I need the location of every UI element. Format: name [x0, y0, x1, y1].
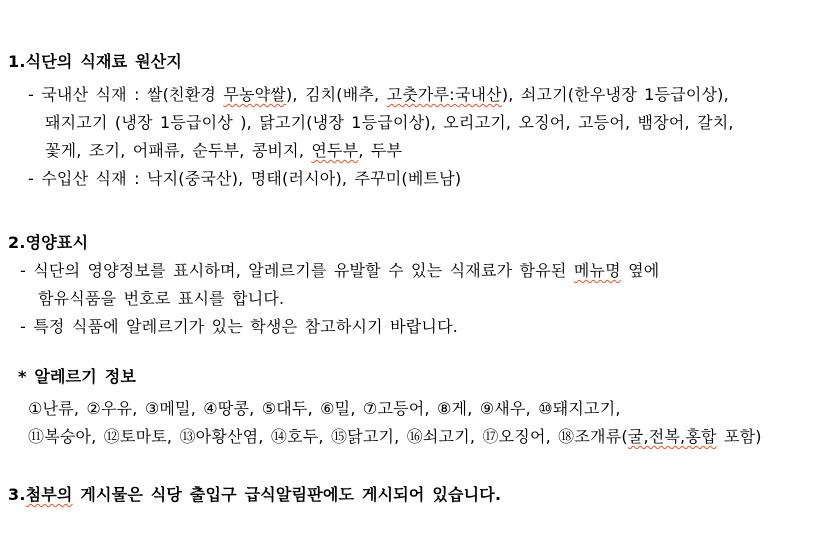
text-segment: - 국내산 식재 : 쌀(친환경	[28, 85, 224, 104]
heading-text: * 알레르기 정보	[18, 367, 137, 386]
misspelled-word: 고춧가루:국내산	[386, 85, 502, 104]
text-segment: 꽃게, 조기, 어패류, 순두부, 콩비지,	[45, 141, 312, 160]
origin-section-heading	[8, 48, 829, 76]
text-segment: 옆에	[620, 261, 660, 280]
allergen-list-line-2	[28, 423, 829, 451]
misspelled-word: 메뉴명	[573, 261, 621, 280]
text-segment: - 특정 식품에 알레르기가 있는 학생은 참고하시기 바랍니다.	[20, 317, 459, 336]
misspelled-word: 무농약쌀	[223, 85, 286, 104]
misspelled-word: 굴,전복,홍합	[627, 427, 717, 446]
text-segment: ⑪복숭아, ⑫토마토, ⑬아황산염, ⑭호두, ⑮닭고기, ⑯쇠고기, ⑰오징어, ⑱조개류(	[28, 427, 628, 446]
nutrition-line-3	[20, 313, 829, 341]
text-segment: 함유식품을 번호로 표시를 합니다.	[38, 289, 285, 308]
text-segment: 3.	[8, 485, 26, 504]
domestic-ingredients-line-3	[45, 137, 829, 165]
text-segment: - 식단의 영양정보를 표시하며, 알레르기를 유발할 수 있는 식재료가 함유된	[20, 261, 574, 280]
nutrition-section-heading	[8, 229, 829, 257]
imported-ingredients-line	[28, 165, 829, 193]
text-segment: ), 김치(배추,	[285, 85, 387, 104]
text-segment: , 두부	[358, 141, 403, 160]
domestic-ingredients-line-1	[28, 81, 829, 109]
domestic-ingredients-line-2	[45, 109, 829, 137]
allergen-list-line-1	[28, 395, 829, 423]
misspelled-word: 첨부의	[25, 485, 73, 504]
misspelled-word: 연두부	[311, 141, 359, 160]
heading-text: 1.식단의 식재료 원산지	[8, 52, 183, 71]
heading-text: 2.영양표시	[8, 233, 89, 252]
text-segment: 포함)	[716, 427, 762, 446]
text-segment: - 수입산 식재 : 낙지(중국산), 명태(러시아), 주꾸미(베트남)	[28, 169, 462, 188]
text-segment: ), 쇠고기(한우냉장 1등급이상),	[501, 85, 729, 104]
notice-line	[8, 481, 829, 509]
nutrition-line-2	[38, 285, 829, 313]
text-segment: ①난류, ②우유, ③메밀, ④땅콩, ⑤대두, ⑥밀, ⑦고등어, ⑧게, ⑨새우, ⑩돼지고기,	[28, 399, 621, 418]
text-segment: 돼지고기 (냉장 1등급이상 ), 닭고기(냉장 1등급이상), 오리고기, 오징어, 고등어, 뱀장어, 갈치,	[45, 113, 734, 132]
text-segment: 게시물은 식당 출입구 급식알림판에도 게시되어 있습니다.	[72, 485, 502, 504]
nutrition-line-1	[20, 257, 829, 285]
allergy-info-heading	[18, 363, 829, 391]
